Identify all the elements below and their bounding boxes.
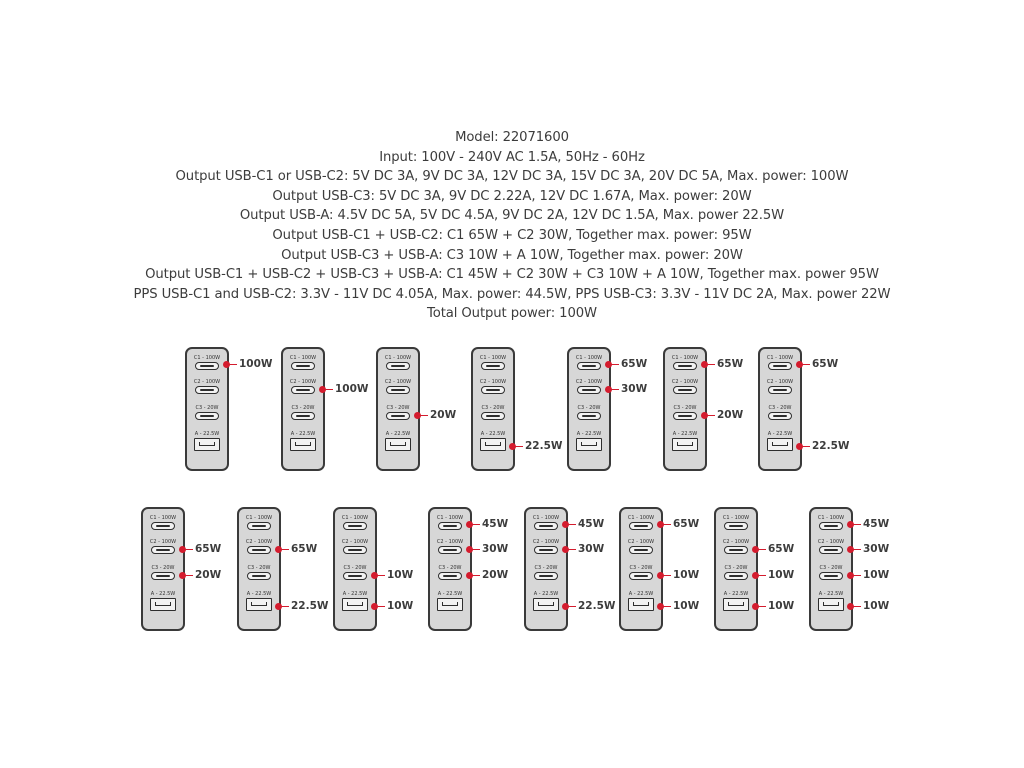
usb-c-port-icon [768,412,792,420]
usb-c-port-icon [247,522,271,530]
charger-diagram [471,347,515,471]
port-a [665,431,705,451]
power-value: 30W [621,383,648,395]
port-label-a: A - 22.5W [818,591,844,597]
callout-leader-line [705,415,715,417]
callout-leader-line [661,524,671,526]
port-label-c2: C2 - 100W [479,379,507,385]
port-label-c1: C1 - 100W [479,355,507,361]
power-value: 10W [673,569,700,581]
port-label-c3: C3 - 20W [768,405,792,411]
usb-a-port-icon [818,598,844,611]
usb-c-port-icon [247,572,271,580]
usb-c-port-icon [819,572,843,580]
port-a [335,591,375,611]
port-a [811,591,851,611]
port-c3 [143,565,183,580]
port-c2 [430,539,470,554]
power-value: 45W [482,518,509,530]
port-label-c2: C2 - 100W [245,539,273,545]
usb-a-port-icon [628,598,654,611]
power-value: 10W [387,569,414,581]
port-c3 [716,565,756,580]
port-c2 [665,379,705,394]
usb-a-port-icon [533,598,559,611]
port-label-c2: C2 - 100W [722,539,750,545]
port-c1 [665,355,705,370]
callout-leader-line [756,549,766,551]
port-label-c3: C3 - 20W [819,565,843,571]
port-label-c2: C2 - 100W [627,539,655,545]
spec-output-c1-plus-c2: Output USB-C1 + USB-C2: C1 65W + C2 30W, Together max. power: 95W [272,227,752,243]
usb-a-port-icon [342,598,368,611]
port-a [283,431,323,451]
port-c1 [569,355,609,370]
port-c2 [811,539,851,554]
port-c3 [430,565,470,580]
port-label-c3: C3 - 20W [629,565,653,571]
usb-c-port-icon [577,386,601,394]
power-value: 10W [387,600,414,612]
port-c2 [283,379,323,394]
port-label-c3: C3 - 20W [481,405,505,411]
port-label-c3: C3 - 20W [195,405,219,411]
usb-a-port-icon [480,438,506,451]
callout-leader-line [851,524,861,526]
callout-leader-line [609,389,619,391]
port-c1 [187,355,227,370]
callout-leader-line [183,549,193,551]
usb-c-port-icon [577,412,601,420]
charger-diagram [281,347,325,471]
port-a [143,591,183,611]
usb-a-port-icon [385,438,411,451]
port-a [526,591,566,611]
usb-c-port-icon [629,546,653,554]
port-c2 [378,379,418,394]
usb-c-port-icon [534,522,558,530]
port-label-c1: C1 - 100W [766,355,794,361]
port-label-c3: C3 - 20W [151,565,175,571]
usb-c-port-icon [291,362,315,370]
usb-c-port-icon [291,386,315,394]
port-label-c1: C1 - 100W [817,515,845,521]
usb-c-port-icon [386,362,410,370]
usb-c-port-icon [481,386,505,394]
usb-c-port-icon [724,572,748,580]
port-label-c1: C1 - 100W [341,515,369,521]
usb-a-port-icon [437,598,463,611]
port-c3 [378,405,418,420]
port-c3 [473,405,513,420]
spec-output-all-ports: Output USB-C1 + USB-C2 + USB-C3 + USB-A: C1 45W + C2 30W + C3 10W + A 10W, Together max. power 95W [145,267,879,283]
power-value: 20W [482,569,509,581]
port-label-a: A - 22.5W [342,591,368,597]
power-value: 10W [768,569,795,581]
usb-c-port-icon [151,522,175,530]
port-label-c1: C1 - 100W [149,515,177,521]
port-c1 [378,355,418,370]
callout-leader-line [279,606,289,608]
port-label-c3: C3 - 20W [534,565,558,571]
port-c3 [335,565,375,580]
callout-leader-line [323,389,333,391]
usb-c-port-icon [819,546,843,554]
port-c1 [239,515,279,530]
usb-c-port-icon [534,546,558,554]
callout-leader-line [470,524,480,526]
usb-c-port-icon [724,546,748,554]
port-label-c1: C1 - 100W [722,515,750,521]
port-c1 [143,515,183,530]
power-value: 30W [863,543,890,555]
port-label-a: A - 22.5W [672,431,698,437]
usb-c-port-icon [673,412,697,420]
port-a [239,591,279,611]
usb-c-port-icon [343,522,367,530]
spec-input: Input: 100V - 240V AC 1.5A, 50Hz - 60Hz [379,149,645,165]
callout-leader-line [800,446,810,448]
usb-c-port-icon [438,572,462,580]
port-c1 [526,515,566,530]
port-label-c1: C1 - 100W [671,355,699,361]
callout-leader-line [470,549,480,551]
callout-leader-line [513,446,523,448]
usb-c-port-icon [629,522,653,530]
port-c1 [760,355,800,370]
power-value: 10W [768,600,795,612]
usb-c-port-icon [151,546,175,554]
usb-c-port-icon [247,546,271,554]
port-label-a: A - 22.5W [533,591,559,597]
callout-leader-line [661,575,671,577]
port-label-a: A - 22.5W [723,591,749,597]
usb-c-port-icon [481,362,505,370]
port-c2 [621,539,661,554]
power-value: 65W [768,543,795,555]
usb-c-port-icon [151,572,175,580]
port-c1 [811,515,851,530]
usb-c-port-icon [629,572,653,580]
usb-c-port-icon [673,362,697,370]
power-value: 65W [717,358,744,370]
usb-c-port-icon [534,572,558,580]
port-c2 [569,379,609,394]
power-value: 22.5W [525,440,563,452]
port-label-c3: C3 - 20W [577,405,601,411]
port-c1 [716,515,756,530]
usb-a-port-icon [576,438,602,451]
usb-c-port-icon [386,412,410,420]
callout-leader-line [566,606,576,608]
port-label-c2: C2 - 100W [532,539,560,545]
port-a [716,591,756,611]
port-label-c1: C1 - 100W [289,355,317,361]
usb-c-port-icon [577,362,601,370]
port-label-a: A - 22.5W [290,431,316,437]
power-value: 30W [578,543,605,555]
power-value: 100W [335,383,369,395]
callout-leader-line [756,606,766,608]
port-label-c1: C1 - 100W [384,355,412,361]
port-label-c2: C2 - 100W [193,379,221,385]
callout-leader-line [756,575,766,577]
port-a [760,431,800,451]
spec-model: Model: 22071600 [455,130,569,145]
port-c1 [283,355,323,370]
port-c2 [187,379,227,394]
usb-c-port-icon [819,522,843,530]
port-label-c2: C2 - 100W [575,379,603,385]
spec-pps: PPS USB-C1 and USB-C2: 3.3V - 11V DC 4.05A, Max. power: 44.5W, PPS USB-C3: 3.3V - 11V DC 2A, Max. power 22W [133,286,891,302]
port-a [378,431,418,451]
power-value: 30W [482,543,509,555]
callout-leader-line [851,606,861,608]
port-label-a: A - 22.5W [628,591,654,597]
callout-leader-line [800,364,810,366]
usb-a-port-icon [767,438,793,451]
power-value: 45W [578,518,605,530]
usb-c-port-icon [438,546,462,554]
callout-leader-line [375,575,385,577]
usb-c-port-icon [343,572,367,580]
port-c3 [526,565,566,580]
power-value: 65W [195,543,222,555]
usb-c-port-icon [195,362,219,370]
power-value: 45W [863,518,890,530]
port-label-c2: C2 - 100W [149,539,177,545]
port-label-c3: C3 - 20W [247,565,271,571]
port-c3 [239,565,279,580]
port-c2 [526,539,566,554]
usb-c-port-icon [438,522,462,530]
usb-a-port-icon [150,598,176,611]
port-c2 [335,539,375,554]
power-value: 20W [430,409,457,421]
port-label-c3: C3 - 20W [343,565,367,571]
port-c2 [239,539,279,554]
port-c3 [283,405,323,420]
port-label-c2: C2 - 100W [671,379,699,385]
usb-c-port-icon [195,412,219,420]
callout-leader-line [279,549,289,551]
callout-leader-line [227,364,237,366]
port-c3 [187,405,227,420]
charger-diagram [141,507,185,631]
port-c3 [760,405,800,420]
port-label-a: A - 22.5W [194,431,220,437]
power-value: 22.5W [578,600,616,612]
port-label-c2: C2 - 100W [436,539,464,545]
callout-leader-line [566,524,576,526]
usb-c-port-icon [724,522,748,530]
port-label-a: A - 22.5W [437,591,463,597]
charger-diagram [376,347,420,471]
port-label-c1: C1 - 100W [245,515,273,521]
spec-output-a: Output USB-A: 4.5V DC 5A, 5V DC 4.5A, 9V DC 2A, 12V DC 1.5A, Max. power 22.5W [239,208,785,224]
callout-leader-line [470,575,480,577]
port-label-c2: C2 - 100W [341,539,369,545]
power-value: 22.5W [291,600,329,612]
usb-a-port-icon [672,438,698,451]
callout-leader-line [609,364,619,366]
power-value: 65W [291,543,318,555]
usb-c-port-icon [195,386,219,394]
port-label-a: A - 22.5W [150,591,176,597]
callout-leader-line [418,415,428,417]
usb-a-port-icon [194,438,220,451]
callout-leader-line [851,549,861,551]
port-c1 [335,515,375,530]
port-a [187,431,227,451]
usb-c-port-icon [291,412,315,420]
spec-total-output: Total Output power: 100W [427,306,597,322]
port-c1 [430,515,470,530]
port-label-a: A - 22.5W [385,431,411,437]
port-a [430,591,470,611]
port-label-c2: C2 - 100W [817,539,845,545]
port-label-c2: C2 - 100W [384,379,412,385]
port-a [621,591,661,611]
power-value: 10W [673,600,700,612]
port-c2 [143,539,183,554]
port-c3 [621,565,661,580]
usb-c-port-icon [768,386,792,394]
port-label-c3: C3 - 20W [673,405,697,411]
port-label-c3: C3 - 20W [386,405,410,411]
power-value: 10W [863,569,890,581]
port-label-a: A - 22.5W [576,431,602,437]
spec-output-c3-plus-a: Output USB-C3 + USB-A: C3 10W + A 10W, Together max. power: 20W [281,247,743,263]
callout-leader-line [851,575,861,577]
usb-c-port-icon [673,386,697,394]
power-value: 20W [717,409,744,421]
usb-a-port-icon [290,438,316,451]
port-c1 [473,355,513,370]
usb-a-port-icon [246,598,272,611]
port-label-c1: C1 - 100W [436,515,464,521]
port-c2 [760,379,800,394]
port-label-c2: C2 - 100W [766,379,794,385]
callout-leader-line [661,606,671,608]
port-c2 [716,539,756,554]
power-value: 20W [195,569,222,581]
power-value: 10W [863,600,890,612]
port-a [569,431,609,451]
specifications-text [0,128,1024,324]
port-label-a: A - 22.5W [246,591,272,597]
spec-output-c3: Output USB-C3: 5V DC 3A, 9V DC 2.22A, 12V DC 1.67A, Max. power: 20W [272,188,752,204]
callout-leader-line [183,575,193,577]
port-label-c3: C3 - 20W [438,565,462,571]
port-a [473,431,513,451]
power-value: 100W [239,358,273,370]
callout-leader-line [566,549,576,551]
port-label-c1: C1 - 100W [532,515,560,521]
usb-c-port-icon [386,386,410,394]
usb-c-port-icon [481,412,505,420]
usb-c-port-icon [343,546,367,554]
port-label-c1: C1 - 100W [193,355,221,361]
charger-diagram [237,507,281,631]
power-value: 65W [673,518,700,530]
port-c2 [473,379,513,394]
callout-leader-line [705,364,715,366]
power-value: 65W [621,358,648,370]
port-label-a: A - 22.5W [767,431,793,437]
charger-diagram [714,507,758,631]
port-label-c3: C3 - 20W [724,565,748,571]
power-value: 65W [812,358,839,370]
port-label-c2: C2 - 100W [289,379,317,385]
port-label-c3: C3 - 20W [291,405,315,411]
port-c3 [811,565,851,580]
port-c3 [569,405,609,420]
spec-output-c1-c2: Output USB-C1 or USB-C2: 5V DC 3A, 9V DC 3A, 12V DC 3A, 15V DC 3A, 20V DC 5A, Max. power: 100W [175,169,849,185]
port-label-c1: C1 - 100W [575,355,603,361]
usb-a-port-icon [723,598,749,611]
port-label-c1: C1 - 100W [627,515,655,521]
port-c1 [621,515,661,530]
charger-diagram [333,507,377,631]
callout-leader-line [375,606,385,608]
port-c3 [665,405,705,420]
power-value: 22.5W [812,440,850,452]
port-label-a: A - 22.5W [480,431,506,437]
usb-c-port-icon [768,362,792,370]
